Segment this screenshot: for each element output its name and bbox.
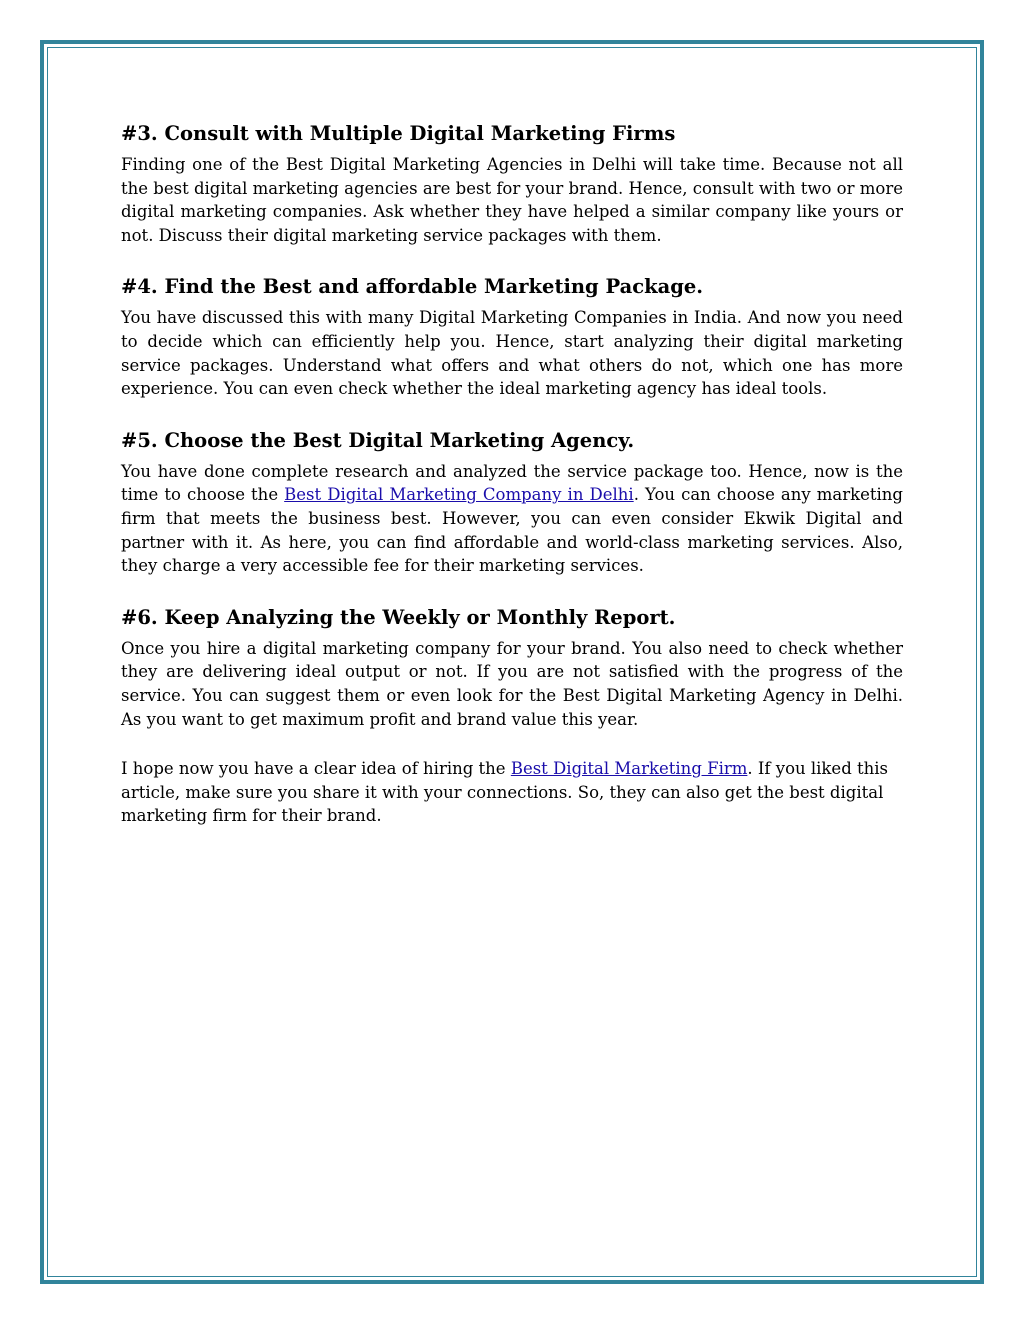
best-digital-marketing-company-link[interactable]: Best Digital Marketing Company in Delhi	[284, 485, 634, 505]
section-analyze-report	[121, 604, 903, 731]
section-paragraph: Once you hire a digital marketing company for your brand. You also need to check whether they are delivering ideal output or not. If you are not satisfied with the progress of the service. You can suggest them or even look for the Best Digital Marketing Agency in Delhi. As you want to get maximum profit and brand value this year.	[121, 638, 903, 729]
closing-section	[121, 757, 903, 828]
section-heading: #3. Consult with Multiple Digital Marketing Firms	[121, 122, 676, 145]
document-body	[121, 120, 903, 828]
section-heading: #6. Keep Analyzing the Weekly or Monthly Report.	[121, 605, 676, 629]
section-heading: #4. Find the Best and affordable Marketing Package.	[121, 275, 704, 299]
paragraph-text: I hope now you have a clear idea of hiring the	[121, 759, 511, 779]
paragraph-text: . If you liked this article, make sure you share it with your connections. So, they can also get the best digital marketing firm for their brand.	[121, 759, 889, 826]
section-affordable-package	[121, 273, 903, 400]
paragraph-text: . You can choose any marketing firm that meets the business best. However, you can even consider Ekwik Digital and partner with it. As here, you can find affordable and world-class marketing services. Also, they charge a very accessible fee for their marketing services.	[121, 485, 903, 576]
section-heading: #5. Choose the Best Digital Marketing Agency.	[121, 428, 635, 452]
paragraph-text: You have done complete research and analyzed the service package too. Hence, now is the time to choose the	[121, 461, 903, 505]
section-paragraph	[121, 460, 903, 578]
section-choose-agency	[121, 427, 903, 578]
section-consult-firms	[121, 120, 903, 247]
best-digital-marketing-firm-link[interactable]: Best Digital Marketing Firm	[510, 759, 748, 779]
section-paragraph: You have discussed this with many Digital Marketing Companies in India. And now you need to decide which can efficiently help you. Hence, start analyzing their digital marketing service packages. Understand what offers and what others do not, which one has more experience. You can even check whether the ideal marketing agency has ideal tools.	[121, 308, 903, 399]
section-paragraph: Finding one of the Best Digital Marketing Agencies in Delhi will take time. Because not all the best digital marketing agencies are best for your brand. Hence, consult with two or more digital marketing companies. Ask whether they have helped a similar company like yours or not. Discuss their digital marketing service packages with them.	[121, 155, 903, 245]
closing-paragraph	[121, 757, 903, 828]
